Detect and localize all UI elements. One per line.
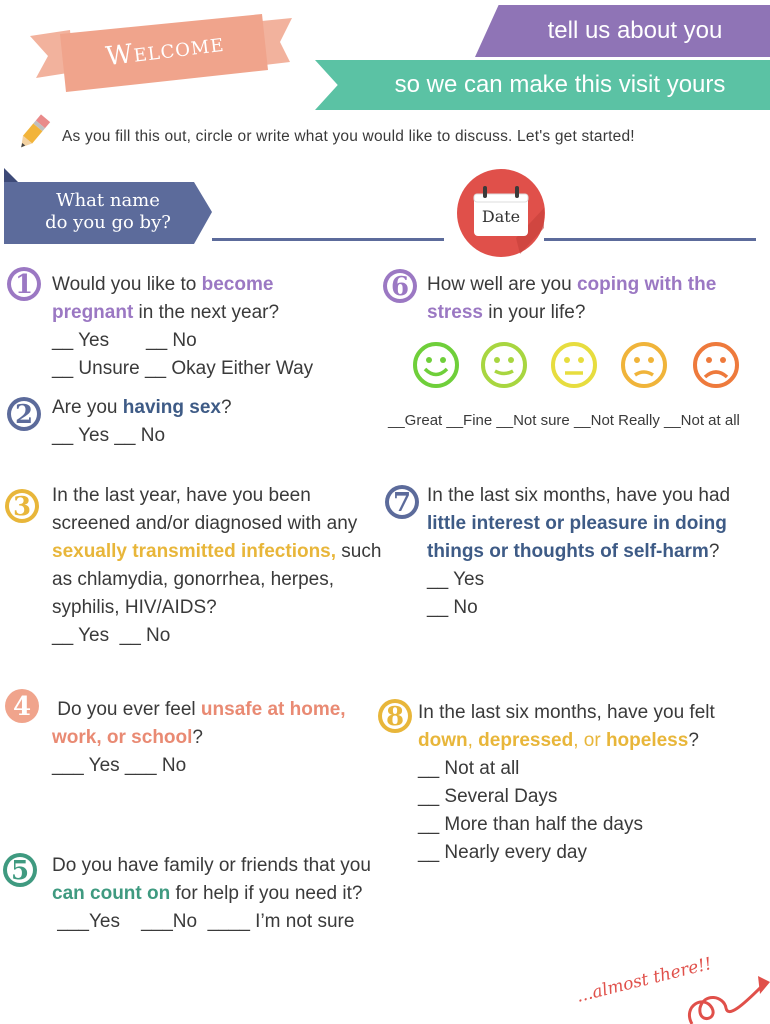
number-1-icon — [6, 266, 42, 302]
tagline-1: tell us about you — [547, 17, 723, 44]
number-3-icon — [4, 488, 40, 524]
question-7 — [427, 482, 757, 622]
calendar-icon — [456, 168, 546, 258]
q4-options[interactable]: ___ Yes ___ No — [52, 755, 187, 776]
name-prompt-line1: What name — [56, 190, 160, 211]
intro-text: As you fill this out, circle or write what you would like to discuss. Let's get started! — [62, 128, 635, 145]
name-write-line[interactable] — [212, 238, 444, 241]
question-3 — [52, 482, 382, 650]
pencil-icon — [14, 112, 54, 152]
q4-number: 4 — [12, 692, 32, 722]
number-7-icon — [384, 484, 420, 520]
q3-options[interactable]: __ Yes __ No — [52, 625, 171, 646]
q8-option-b[interactable]: __ Several Days — [418, 786, 558, 807]
question-8 — [418, 699, 758, 867]
q2-pre: Are you — [52, 397, 123, 418]
q5-pre: Do you have family or friends that you — [52, 855, 371, 876]
q1-number: 1 — [14, 270, 34, 300]
not-really-face-icon[interactable] — [623, 344, 665, 386]
q3-post: such as chlamydia, gonorrhea, herpes, syphilis, HIV/AIDS? — [52, 541, 382, 618]
q5-options[interactable]: ___Yes ___No ____ I’m not sure — [52, 911, 355, 932]
number-5-icon — [2, 852, 38, 888]
q6-number: 6 — [390, 272, 410, 302]
q4-post: ? — [192, 727, 203, 748]
q2-highlight: having sex — [122, 397, 221, 418]
tagline-2: so we can make this visit yours — [394, 71, 726, 98]
mood-faces — [410, 338, 750, 392]
q2-number: 2 — [14, 400, 34, 430]
almost-there-text: ...almost there!! — [574, 953, 714, 1007]
q6-pre: How well are you — [427, 274, 577, 295]
q8-option-d[interactable]: __ Nearly every day — [418, 842, 587, 863]
number-2-icon — [6, 396, 42, 432]
question-1 — [52, 271, 352, 383]
q7-pre: In the last six months, have you had — [427, 485, 731, 506]
q7-highlight: little interest or pleasure in doing things or thoughts of self-harm — [427, 513, 727, 562]
q8-post: ? — [688, 730, 699, 751]
q8-sep-1: , — [467, 730, 479, 751]
q4-pre: Do you ever feel — [52, 699, 201, 720]
q6-post: in your life? — [483, 302, 586, 323]
fine-face-icon[interactable] — [483, 344, 525, 386]
q1-pre: Would you like to — [52, 274, 202, 295]
q6-highlight: coping with the stress — [427, 274, 717, 323]
q8-pre: In the last six months, have you felt — [418, 702, 715, 723]
q7-option-no[interactable]: __ No — [427, 597, 478, 618]
q8-highlight-depressed: depressed — [478, 730, 574, 751]
q1-options-b[interactable]: __ Unsure __ Okay Either Way — [52, 358, 314, 379]
q3-pre: In the last year, have you been screened and/or diagnosed with any — [52, 485, 358, 534]
q1-options-a[interactable]: __ Yes __ No — [52, 330, 197, 351]
q2-options[interactable]: __ Yes __ No — [52, 425, 166, 446]
q6-scale-labels[interactable]: __Great __Fine __Not sure __Not Really __Not at all — [388, 412, 740, 429]
q8-highlight-down: down — [418, 730, 468, 751]
q8-sep-2: , or — [573, 730, 606, 751]
q3-highlight: sexually transmitted infections, — [52, 541, 337, 562]
number-6-icon — [382, 268, 418, 304]
q8-highlight-hopeless: hopeless — [605, 730, 689, 751]
name-prompt — [28, 190, 188, 234]
question-5 — [52, 852, 372, 936]
date-label: Date — [481, 207, 521, 226]
question-2 — [52, 394, 352, 450]
date-write-line[interactable] — [544, 238, 756, 241]
q5-post: for help if you need it? — [170, 883, 363, 904]
q5-number: 5 — [10, 856, 30, 886]
name-prompt-line2: do you go by? — [45, 212, 171, 233]
number-8-icon — [377, 698, 413, 734]
almost-there-arrow-icon — [572, 946, 770, 1024]
q2-post: ? — [220, 397, 232, 418]
q3-number: 3 — [12, 492, 32, 522]
q5-highlight: can count on — [52, 883, 171, 904]
not-sure-face-icon[interactable] — [553, 344, 595, 386]
q8-number: 8 — [385, 702, 405, 732]
q1-highlight: become pregnant — [52, 274, 274, 323]
question-4 — [52, 696, 362, 780]
q7-post: ? — [708, 541, 720, 562]
q4-highlight: unsafe at home, work, or school — [52, 699, 346, 748]
q8-option-a[interactable]: __ Not at all — [418, 758, 520, 779]
not-at-all-face-icon[interactable] — [695, 344, 737, 386]
q8-option-c[interactable]: __ More than half the days — [418, 814, 643, 835]
q7-number: 7 — [392, 488, 412, 518]
q1-post: in the next year? — [133, 302, 280, 323]
great-face-icon[interactable] — [415, 344, 457, 386]
q7-option-yes[interactable]: __ Yes — [427, 569, 485, 590]
number-4-icon — [4, 688, 40, 724]
welcome-title: Welcome — [104, 27, 226, 73]
question-6 — [427, 271, 727, 327]
